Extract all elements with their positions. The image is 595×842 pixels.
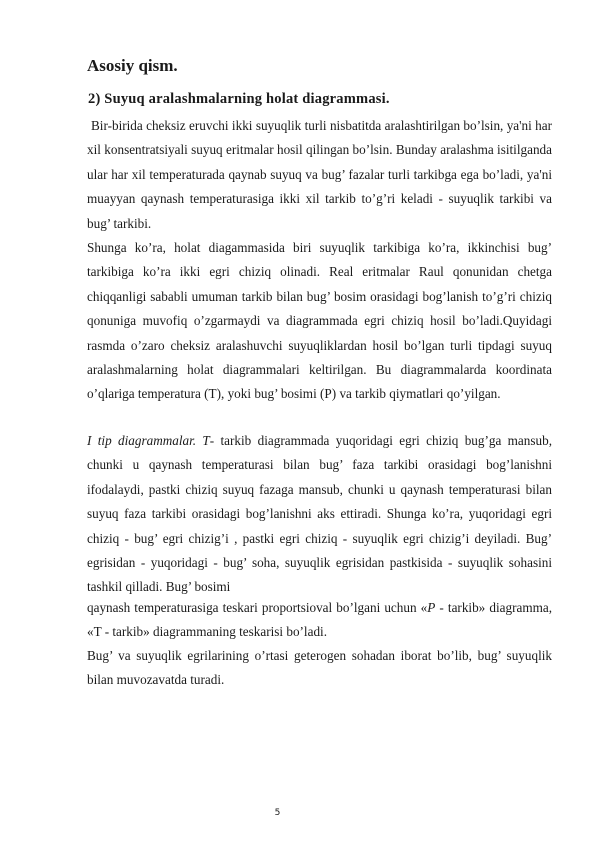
paragraph-3-text: - tarkib diagrammada yuqoridagi egri chiziq bug’ga mansub, chunki u qaynash temperaturasi bilan bug’ faza tarkibi orasidagi bog’lanishni ifodalaydi, pastki chiziq suyuq fazaga mansub, chunki u qaynash temperaturasi bilan suyuq faza tarkibi orasidagi bog’lanishni aks ettiradi. Shunga ko’ra, yuqoridagi egri chiziq - bug’ egri chizig’i , pastki egri chiziq - suyuqlik egri chizig’i deyiladi. Bug’ egrisidan - yuqoridagi - bug’ soha, suyuqlik egrisidan pastkisida - suyuqlik sohasini tashkil qilladi. Bug’ bosimi bbox=[87, 433, 552, 595]
paragraph-1 bbox=[87, 114, 552, 236]
paragraph-3 bbox=[87, 429, 552, 600]
paragraph-4 bbox=[87, 596, 552, 645]
page-number: 5 bbox=[274, 808, 281, 818]
paragraph-5-text: Bug’ va suyuqlik egrilarining o’rtasi geterogen sohadan iborat bo’lib, bug’ suyuqlik bilan muvozavatda turadi. bbox=[87, 648, 552, 688]
paragraph-4-text-a: qaynash temperaturasiga teskari proportsioval bo’lgani uchun « bbox=[87, 600, 428, 615]
paragraph-3-italic-lead: I tip diagrammalar. T bbox=[87, 433, 210, 448]
paragraph-2 bbox=[87, 236, 552, 407]
paragraph-5 bbox=[87, 644, 552, 693]
section-heading: Asosiy qism. bbox=[87, 56, 178, 75]
paragraph-2-text: Shunga ko’ra, holat diagammasida biri suyuqlik tarkibiga ko’ra, ikkinchisi bug’ tarkibiga ko’ra ikki egri chiziq olinadi. Real eritmalar Raul qonunidan chetga chiqqanligi sababli umuman tarkib bilan bug’ bosim orasidagi bog’lanish to’g’ri chiziq qonuniga muvofiq o’zgarmaydi va diagrammada egri chiziq hosil bo’ladi.Quyidagi rasmda o’zaro cheksiz aralashuvchi suyuqliklardan hosil bo’lgan turli tipdagi suyuq aralashmalarning holat diagrammalari keltirilgan. Bu diagrammalarda koordinata o’qlariga temperatura (T), yoki bug’ bosimi (P) va tarkib qiymatlari qo’yilgan. bbox=[87, 240, 552, 402]
subsection-heading: 2) Suyuq aralashmalarning holat diagrammasi. bbox=[88, 91, 390, 107]
paragraph-4-text-b: - tarkib» diagramma, «T - tarkib» diagrammaning teskarisi bo’ladi. bbox=[87, 600, 552, 640]
paragraph-1-text: Bir-birida cheksiz eruvchi ikki suyuqlik turli nisbatitda aralashtirilgan bo’lsin, ya'ni har xil konsentratsiyali suyuq eritmalar hosil qilingan bo’lsin. Bunday aralashma isitilganda ular har xil temperaturada qaynab suyuq va bug’ fazalar turli tarkibga ega bo’ladi, ya'ni muayyan qaynash temperaturasiga ikki xil tarkib to’g’ri keladi - suyuqlik tarkibi va bug’ tarkibi. bbox=[87, 118, 552, 231]
paragraph-4-italic: P bbox=[427, 600, 436, 615]
